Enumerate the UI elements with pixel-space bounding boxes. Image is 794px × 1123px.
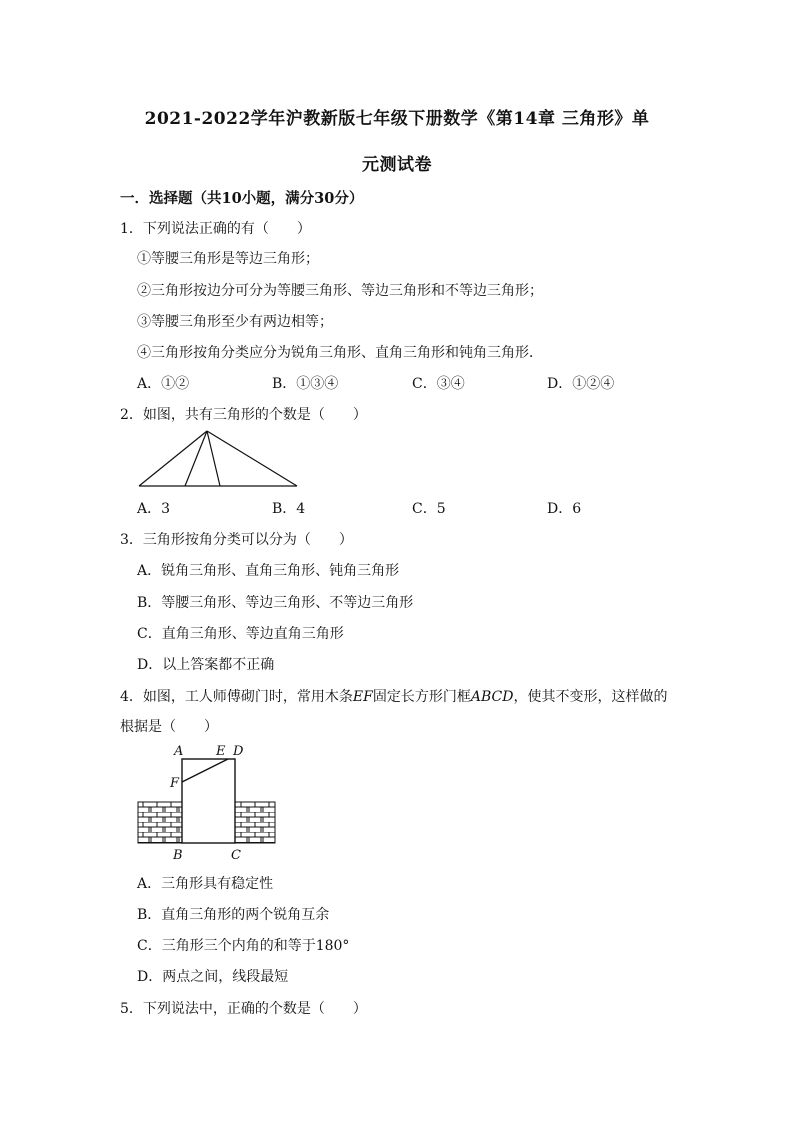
q4-option-d: D．两点之间，线段最短 [137, 969, 289, 985]
label-f: F [170, 776, 180, 791]
q2-option-d: D．6 [547, 501, 582, 517]
q3-option-c: C．直角三角形、等边直角三角形 [137, 626, 344, 642]
q4-stem-line1 [120, 686, 667, 706]
q4-stem-part1: 4．如图，工人师傅砌门时，常用木条 [120, 689, 353, 705]
q1-option-b: B．①③④ [272, 376, 339, 392]
q2-left-side [139, 431, 207, 486]
q1-statement-3: ③等腰三角形至少有两边相等； [137, 314, 333, 330]
q4-var-abcd: ABCD [470, 689, 514, 705]
q1-option-d: D．①②④ [547, 376, 615, 392]
q1-statement-2: ②三角形按边分可分为等腰三角形、等边三角形和不等边三角形； [137, 283, 543, 299]
label-d: D [233, 744, 244, 759]
q4-stem-line2: 根据是（ ） [120, 719, 218, 735]
q2-stem: 2．如图，共有三角形的个数是（ ） [120, 407, 367, 423]
q1-statement-4: ④三角形按角分类应分为锐角三角形、直角三角形和钝角三角形． [137, 345, 543, 361]
q3-option-d: D．以上答案都不正确 [137, 657, 275, 673]
left-brick-wall [138, 802, 182, 843]
doc-title-line2: 元测试卷 [362, 155, 432, 175]
q3-stem: 3．三角形按角分类可以分为（ ） [120, 532, 353, 548]
q1-option-a: A．①② [137, 376, 190, 392]
q2-triangle-figure [137, 428, 301, 490]
q4-option-a: A．三角形具有稳定性 [137, 876, 274, 892]
q3-option-b: B．等腰三角形、等边三角形、不等边三角形 [137, 595, 414, 611]
q2-option-a: A．3 [137, 501, 171, 517]
q1-option-c: C．③④ [412, 376, 465, 392]
q1-statement-1: ①等腰三角形是等边三角形； [137, 251, 319, 267]
q4-var-ef: EF [352, 689, 373, 705]
q2-option-c: C．5 [412, 501, 446, 517]
q4-option-c: C．三角形三个内角的和等于180° [137, 938, 350, 954]
q2-option-b: B．4 [272, 501, 306, 517]
q4-option-b: B．直角三角形的两个锐角互余 [137, 907, 330, 923]
q1-stem: 1．下列说法正确的有（ ） [120, 221, 311, 237]
label-b: B [173, 848, 183, 863]
q2-right-side [207, 431, 297, 486]
section-heading: 一．选择题（共10小题，满分30分） [120, 190, 364, 207]
doc-title-line1: 2021-2022学年沪教新版七年级下册数学《第14章 三角形》单 [144, 109, 650, 129]
label-a: A [174, 744, 184, 759]
q2-inner-line-2 [207, 431, 220, 486]
q4-stem-part2: 固定长方形门框 [372, 689, 471, 705]
q4-stem-part3: ，使其不变形，这样做的 [513, 689, 668, 705]
q3-option-a: A．锐角三角形、直角三角形、钝角三角形 [137, 563, 400, 579]
door-frame-abcd [182, 759, 235, 843]
label-e: E [216, 744, 226, 759]
q5-stem: 5．下列说法中，正确的个数是（ ） [120, 1001, 367, 1017]
q4-door-frame-figure [136, 742, 278, 864]
right-brick-wall [235, 802, 275, 843]
label-c: C [231, 848, 241, 863]
